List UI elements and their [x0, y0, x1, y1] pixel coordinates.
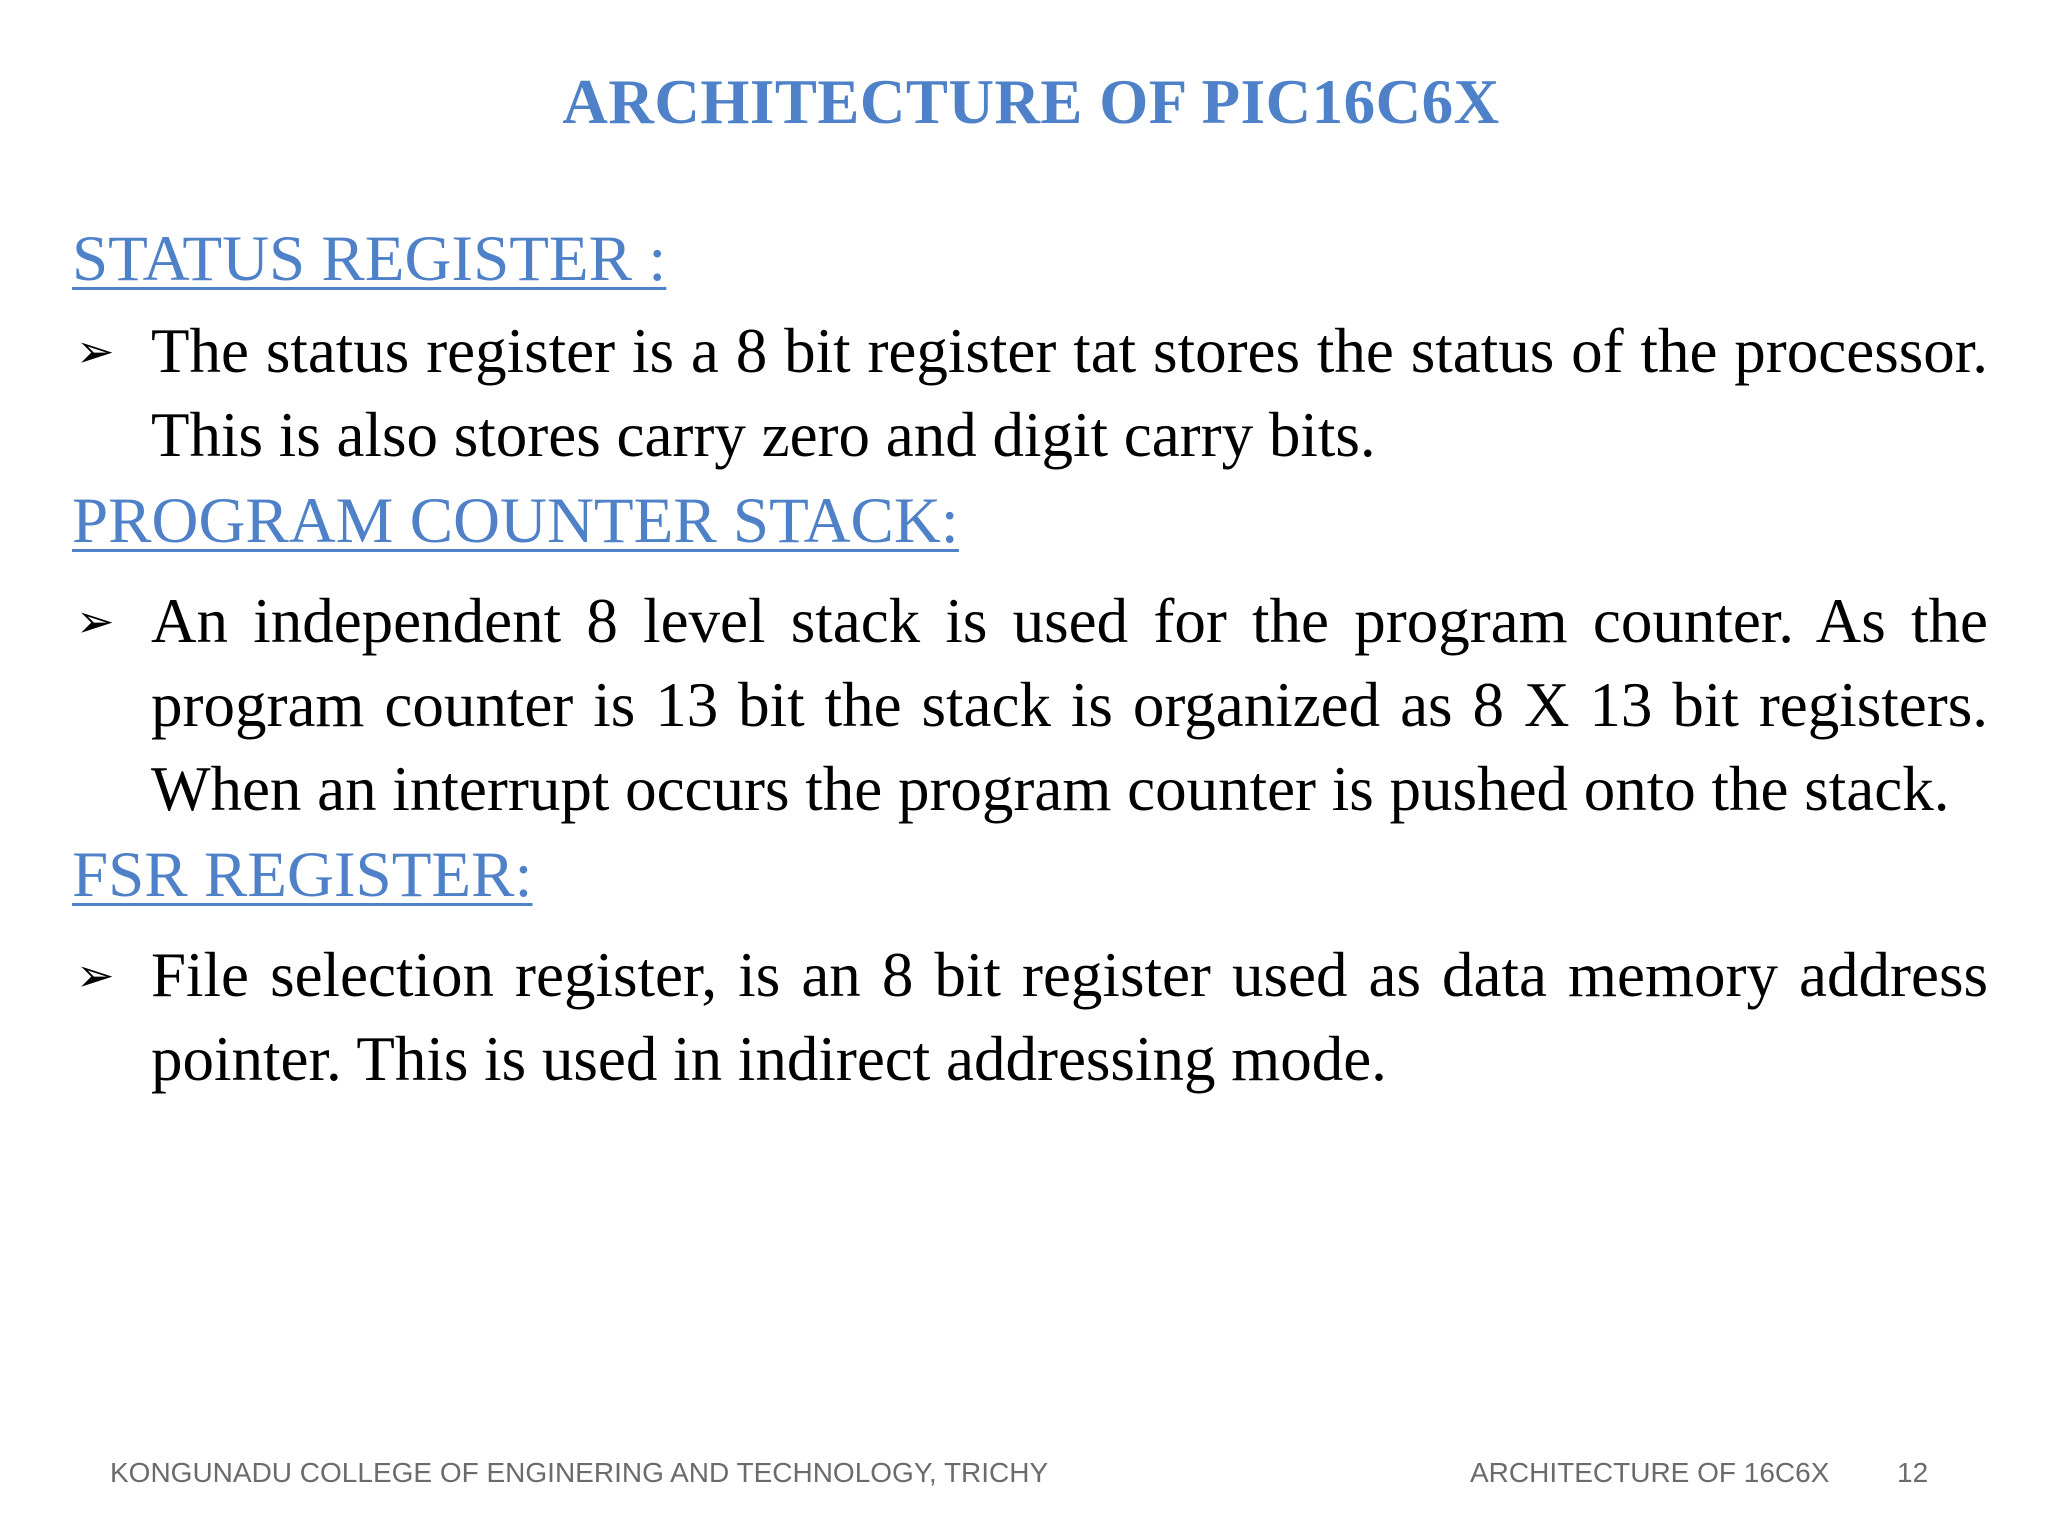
arrow-bullet-icon: ➢: [76, 324, 115, 378]
bullet-text: An independent 8 level stack is used for the program counter. As the program counter is 13 bit the stack is organized as 8 X 13 bit registers. When an interrupt occurs the program counter is pushed onto the stack.: [151, 586, 1988, 824]
arrow-bullet-icon: ➢: [76, 948, 115, 1002]
bullet-text: The status register is a 8 bit register tat stores the status of the processor. This is also stores carry zero and digit carry bits.: [151, 316, 1988, 470]
section-heading-fsr-register: FSR REGISTER:: [72, 839, 533, 911]
slide-content: [72, 217, 1988, 1101]
footer-topic: ARCHITECTURE OF 16C6X: [1470, 1457, 1830, 1488]
section-heading-program-counter-stack: PROGRAM COUNTER STACK:: [72, 485, 959, 557]
footer-college-name: KONGUNADU COLLEGE OF ENGINERING AND TECHNOLOGY, TRICHY: [110, 1457, 1049, 1488]
bullet-item-program-counter-stack: [72, 579, 1988, 831]
bullet-item-status-register: [72, 309, 1988, 477]
section-heading-status-register: STATUS REGISTER :: [72, 223, 667, 295]
bullet-item-fsr-register: [72, 933, 1988, 1101]
arrow-bullet-icon: ➢: [76, 594, 115, 648]
slide-title: ARCHITECTURE OF PIC16C6X: [562, 67, 1500, 137]
bullet-text: File selection register, is an 8 bit register used as data memory address pointer. This is used in indirect addressing mode.: [151, 940, 1988, 1094]
footer-page-number: 12: [1897, 1457, 1929, 1488]
